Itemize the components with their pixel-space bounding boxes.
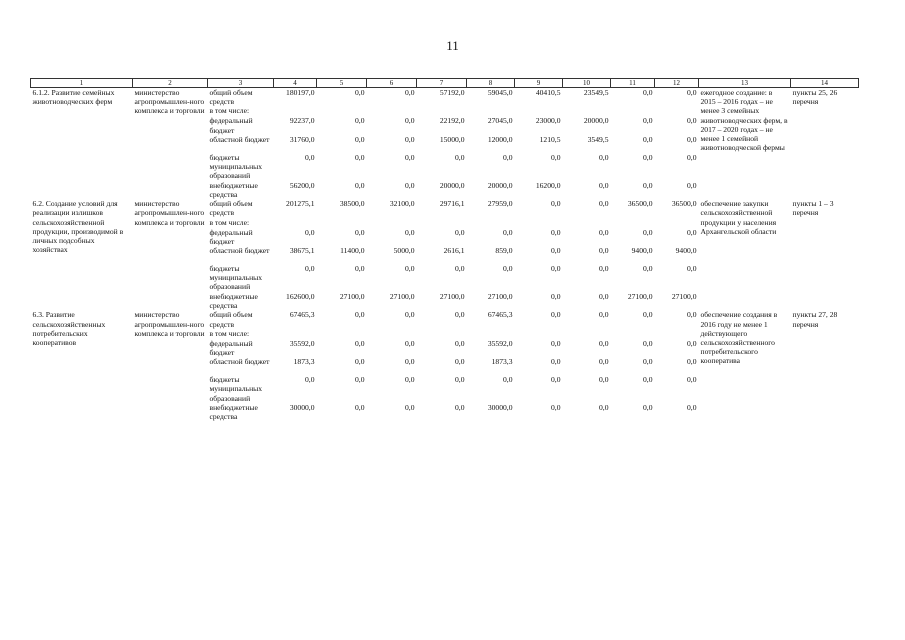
funding-value: 27959,0 <box>487 199 513 209</box>
expected-result: ежегодное создание: в 2015 – 2016 годах – не менее 3 семейных животноводческих ферм, в 2017 – 2020 годах – не менее 1 семейной животноводческой фермы <box>700 88 788 153</box>
funding-value: 27100,0 <box>439 292 465 302</box>
funding-source: в том числе: <box>209 106 250 116</box>
funding-value <box>317 106 367 116</box>
funding-value: 30000,0 <box>289 403 315 413</box>
funding-value: 0,0 <box>599 357 609 367</box>
funding-source: федеральный бюджет <box>209 116 253 135</box>
funding-value: 859,0 <box>495 246 513 256</box>
funding-value <box>467 218 515 228</box>
funding-value: 67465,3 <box>289 310 315 320</box>
funding-value: 0,0 <box>455 152 465 162</box>
funding-value: 0,0 <box>687 134 697 144</box>
funding-value <box>515 106 563 116</box>
funding-value: 0,0 <box>687 310 697 320</box>
funding-value: 0,0 <box>643 403 653 413</box>
column-number: 4 <box>274 79 317 88</box>
funding-value: 0,0 <box>455 264 465 274</box>
expected-result: обеспечение создания в 2016 году не менее 1 действующего сельскохозяйственного потребительского кооператива <box>700 310 778 366</box>
funding-value: 0,0 <box>643 180 653 190</box>
indicator-reference: пункты 25, 26 перечня <box>792 88 838 107</box>
funding-source: областной бюджет <box>209 246 270 256</box>
funding-value: 23549,5 <box>583 88 609 97</box>
funding-value: 0,0 <box>599 246 609 256</box>
funding-value <box>274 218 317 228</box>
column-number: 5 <box>317 79 367 88</box>
funding-value: 0,0 <box>599 310 609 320</box>
funding-value: 0,0 <box>551 152 561 162</box>
funding-value: 0,0 <box>551 292 561 302</box>
funding-value: 0,0 <box>599 199 609 209</box>
funding-value: 27100,0 <box>339 292 365 302</box>
funding-value: 36500,0 <box>627 199 653 209</box>
funding-value <box>515 218 563 228</box>
funding-value: 0,0 <box>599 264 609 274</box>
funding-value: 0,0 <box>551 264 561 274</box>
funding-value: 27100,0 <box>671 292 697 302</box>
funding-value: 0,0 <box>405 180 415 190</box>
funding-value: 0,0 <box>503 264 513 274</box>
funding-value: 0,0 <box>643 264 653 274</box>
funding-value: 23000,0 <box>535 116 561 126</box>
funding-value: 38675,1 <box>289 246 315 256</box>
funding-source: в том числе: <box>209 217 250 227</box>
funding-value: 0,0 <box>455 338 465 348</box>
funding-value: 0,0 <box>355 88 365 97</box>
funding-value <box>515 329 563 339</box>
column-number: 14 <box>791 79 859 88</box>
funding-value: 22192,0 <box>439 116 465 126</box>
funding-value <box>317 218 367 228</box>
funding-value: 0,0 <box>687 375 697 385</box>
funding-source: общий объем средств <box>209 88 253 107</box>
funding-source: общий объем средств <box>209 310 253 329</box>
funding-source: общий объем средств <box>209 199 253 218</box>
funding-value: 31760,0 <box>289 134 315 144</box>
funding-value: 59045,0 <box>487 88 513 97</box>
funding-value: 0,0 <box>355 264 365 274</box>
funding-value: 0,0 <box>599 292 609 302</box>
funding-value <box>367 218 417 228</box>
funding-value: 0,0 <box>643 88 653 97</box>
funding-value: 0,0 <box>355 403 365 413</box>
funding-value: 20000,0 <box>439 180 465 190</box>
measure-title: 6.1.2. Развитие семейных животноводческих ферм <box>32 88 115 107</box>
funding-value: 0,0 <box>503 152 513 162</box>
funding-value: 0,0 <box>687 403 697 413</box>
measure-title: 6.3. Развитие сельскохозяйственных потребительских кооперативов <box>32 310 106 348</box>
funding-value: 0,0 <box>503 375 513 385</box>
funding-value: 27045,0 <box>487 116 513 126</box>
funding-value: 0,0 <box>355 338 365 348</box>
funding-value: 1873,3 <box>491 357 513 367</box>
funding-value <box>367 329 417 339</box>
expected-result: обеспечение закупки сельскохозяйственной продукции у населения Архангельской области <box>700 199 777 236</box>
funding-value: 0,0 <box>643 152 653 162</box>
funding-value: 15000,0 <box>439 134 465 144</box>
funding-value: 0,0 <box>455 375 465 385</box>
executor: министерство агропромышлен-ного комплекса и торговли <box>134 88 205 116</box>
funding-value <box>655 106 699 116</box>
funding-value: 9400,0 <box>631 246 653 256</box>
funding-value: 0,0 <box>405 227 415 237</box>
funding-value: 0,0 <box>355 180 365 190</box>
funding-value: 36500,0 <box>671 199 697 209</box>
funding-value: 0,0 <box>355 152 365 162</box>
funding-value: 0,0 <box>687 88 697 97</box>
funding-value: 0,0 <box>503 227 513 237</box>
funding-value: 9400,0 <box>675 246 697 256</box>
funding-value: 56200,0 <box>289 180 315 190</box>
funding-value: 0,0 <box>687 152 697 162</box>
funding-value: 67465,3 <box>487 310 513 320</box>
funding-value <box>563 106 611 116</box>
funding-value <box>611 329 655 339</box>
funding-value <box>563 218 611 228</box>
funding-value: 16200,0 <box>535 180 561 190</box>
funding-value: 0,0 <box>551 375 561 385</box>
funding-value: 201275,1 <box>286 199 315 209</box>
funding-value: 0,0 <box>551 357 561 367</box>
funding-value: 0,0 <box>305 152 315 162</box>
funding-value: 0,0 <box>687 180 697 190</box>
funding-value: 0,0 <box>643 338 653 348</box>
funding-value: 0,0 <box>405 134 415 144</box>
funding-value: 0,0 <box>305 264 315 274</box>
funding-value: 0,0 <box>455 227 465 237</box>
funding-source: областной бюджет <box>209 134 270 144</box>
funding-value: 0,0 <box>643 227 653 237</box>
column-number: 12 <box>655 79 699 88</box>
funding-value: 0,0 <box>599 180 609 190</box>
executor: министерство агропромышлен-ного комплекса и торговли <box>134 310 205 338</box>
funding-value: 0,0 <box>551 310 561 320</box>
funding-value: 35592,0 <box>487 338 513 348</box>
funding-value <box>274 329 317 339</box>
table-row <box>31 199 859 217</box>
funding-value <box>317 329 367 339</box>
funding-value: 0,0 <box>687 264 697 274</box>
column-number: 3 <box>208 79 274 88</box>
funding-value: 0,0 <box>355 357 365 367</box>
funding-value: 0,0 <box>599 403 609 413</box>
funding-value: 35592,0 <box>289 338 315 348</box>
funding-value: 0,0 <box>687 338 697 348</box>
funding-value: 0,0 <box>405 264 415 274</box>
funding-value: 0,0 <box>405 357 415 367</box>
funding-value <box>655 218 699 228</box>
funding-source: внебюджетные средства <box>209 403 258 422</box>
funding-value: 0,0 <box>405 88 415 97</box>
funding-value: 0,0 <box>599 152 609 162</box>
funding-value: 162600,0 <box>286 292 315 302</box>
funding-value: 0,0 <box>405 375 415 385</box>
column-number: 10 <box>563 79 611 88</box>
funding-value: 0,0 <box>455 357 465 367</box>
funding-source: бюджеты муниципальных образований <box>209 375 263 403</box>
funding-value: 38500,0 <box>339 199 365 209</box>
funding-source: внебюджетные средства <box>209 292 258 311</box>
funding-value <box>417 329 467 339</box>
funding-value <box>467 106 515 116</box>
measure-title: 6.2. Создание условий для реализации излишков сельскохозяйственной продукции, производимой в личных подсобных хозяйствах <box>32 199 124 255</box>
funding-source: федеральный бюджет <box>209 227 253 246</box>
funding-value: 27100,0 <box>627 292 653 302</box>
funding-value: 3549,5 <box>587 134 609 144</box>
funding-value: 5000,0 <box>393 246 415 256</box>
executor: министерство агропромышлен-ного комплекса и торговли <box>134 199 205 227</box>
funding-value: 0,0 <box>551 199 561 209</box>
funding-value: 92237,0 <box>289 116 315 126</box>
funding-value: 0,0 <box>643 310 653 320</box>
indicator-reference: пункты 1 – 3 перечня <box>792 199 834 218</box>
funding-value <box>655 329 699 339</box>
funding-value: 27100,0 <box>487 292 513 302</box>
funding-source: федеральный бюджет <box>209 338 253 358</box>
program-table <box>30 78 859 422</box>
funding-value <box>367 106 417 116</box>
funding-value <box>274 106 317 116</box>
funding-source: внебюджетные средства <box>209 180 258 200</box>
funding-value: 0,0 <box>455 403 465 413</box>
funding-value: 57192,0 <box>439 88 465 97</box>
column-number: 11 <box>611 79 655 88</box>
funding-value: 0,0 <box>355 310 365 320</box>
funding-value: 0,0 <box>355 134 365 144</box>
funding-source: бюджеты муниципальных образований <box>209 152 263 181</box>
funding-value <box>611 106 655 116</box>
funding-value: 0,0 <box>599 338 609 348</box>
funding-value: 0,0 <box>355 116 365 126</box>
funding-source: областной бюджет <box>209 357 270 367</box>
funding-value: 0,0 <box>551 227 561 237</box>
funding-value: 0,0 <box>551 338 561 348</box>
funding-value: 0,0 <box>643 134 653 144</box>
funding-value: 0,0 <box>405 152 415 162</box>
funding-value: 180197,0 <box>286 88 315 97</box>
funding-value: 40410,5 <box>535 88 561 97</box>
funding-value <box>467 329 515 339</box>
funding-value: 0,0 <box>455 310 465 320</box>
funding-value: 20000,0 <box>583 116 609 126</box>
funding-value: 0,0 <box>687 116 697 126</box>
funding-value: 0,0 <box>599 227 609 237</box>
funding-value: 27100,0 <box>389 292 415 302</box>
funding-value: 0,0 <box>305 227 315 237</box>
funding-value <box>417 218 467 228</box>
indicator-reference: пункты 27, 28 перечня <box>792 310 838 329</box>
table-row <box>31 88 859 107</box>
column-number-row <box>31 79 859 88</box>
funding-value: 0,0 <box>405 310 415 320</box>
funding-value: 0,0 <box>687 227 697 237</box>
funding-value: 0,0 <box>643 375 653 385</box>
funding-value: 0,0 <box>405 116 415 126</box>
funding-value: 0,0 <box>355 375 365 385</box>
funding-value: 32100,0 <box>389 199 415 209</box>
funding-value <box>611 218 655 228</box>
table-row <box>31 310 859 328</box>
funding-value: 0,0 <box>643 116 653 126</box>
funding-value: 30000,0 <box>487 403 513 413</box>
funding-source: в том числе: <box>209 328 250 338</box>
funding-value: 0,0 <box>551 403 561 413</box>
funding-value: 0,0 <box>305 375 315 385</box>
table-body <box>31 79 859 422</box>
funding-source: бюджеты муниципальных образований <box>209 264 263 292</box>
column-number: 8 <box>467 79 515 88</box>
funding-value: 0,0 <box>405 338 415 348</box>
column-number: 13 <box>699 79 791 88</box>
funding-value: 1210,5 <box>539 134 561 144</box>
funding-value <box>563 329 611 339</box>
funding-value: 0,0 <box>643 357 653 367</box>
funding-value: 20000,0 <box>487 180 513 190</box>
funding-value: 0,0 <box>551 246 561 256</box>
column-number: 7 <box>417 79 467 88</box>
page-number: 11 <box>446 38 459 53</box>
column-number: 9 <box>515 79 563 88</box>
funding-value: 1873,3 <box>293 357 315 367</box>
funding-value: 0,0 <box>687 357 697 367</box>
funding-value: 2616,1 <box>443 246 465 256</box>
funding-value: 11400,0 <box>340 246 365 256</box>
funding-value: 0,0 <box>355 227 365 237</box>
column-number: 2 <box>133 79 208 88</box>
funding-value: 12000,0 <box>487 134 513 144</box>
column-number: 1 <box>31 79 133 88</box>
funding-value: 0,0 <box>599 375 609 385</box>
funding-value <box>417 106 467 116</box>
column-number: 6 <box>367 79 417 88</box>
funding-value: 0,0 <box>405 403 415 413</box>
funding-value: 29716,1 <box>439 199 465 209</box>
